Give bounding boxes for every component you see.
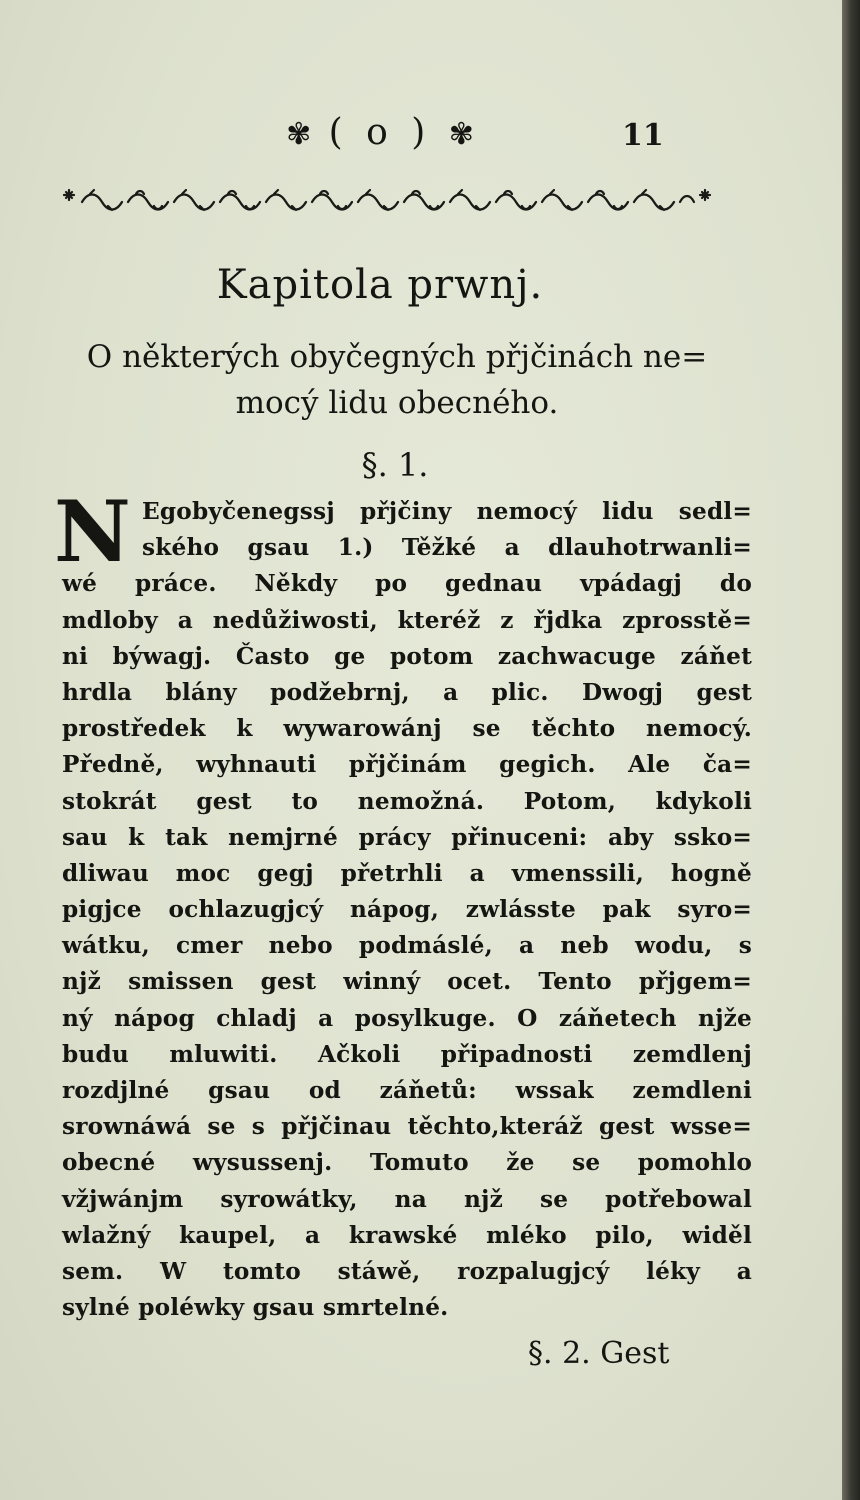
body-line: rozdjlné gsau od záňetů: wssak zemdleni [62, 1077, 752, 1104]
chapter-subtitle-line-1: O některých obyčegných přjčinách ne= [86, 339, 708, 375]
body-text [54, 482, 752, 1326]
catchword: §. 2. Gest [528, 1336, 670, 1371]
body-line: sau k tak nemjrné prácy přinuceni: aby ssko= [62, 823, 752, 851]
body-line: prostředek k wywarowánj se těchto nemocý. [62, 715, 752, 743]
left-flower-icon: ✾ [286, 117, 312, 152]
body-line: wlažný kaupel, a krawské mléko pilo, widěl [62, 1221, 752, 1249]
body-line: sylné poléwky gsau smrtelné. [62, 1294, 449, 1322]
body-line: njž smissen gest winný ocet. Tento přjgem= [62, 968, 752, 996]
chapter-subtitle [52, 334, 742, 426]
body-line: budu mluwiti. Ačkoli připadnosti zemdlenj [62, 1040, 752, 1068]
body-line: obecné wysussenj. Tomuto že se pomohlo [62, 1149, 752, 1177]
body-line: ni býwagj. Často ge potom zachwacuge záňet [62, 642, 752, 670]
floral-border-ornament-icon [62, 184, 716, 214]
body-line: Předně, wyhnauti přjčinám gegich. Ale ča= [62, 751, 752, 779]
body-line: pigjce ochlazugjcý nápog, zwlásste pak syro= [62, 896, 752, 924]
chapter-title: Kapitola prwnj. [216, 262, 544, 308]
body-line: wátku, cmer nebo podmáslé, a neb wodu, s [62, 932, 752, 960]
header-parenthesis: ( o ) [328, 112, 432, 153]
section-heading: §. 1. [361, 446, 429, 484]
header-ornament-group [235, 112, 525, 153]
body-line: srownáwá se s přjčinau těchto,kteráž gest wsse= [62, 1113, 752, 1141]
book-edge-shadow [842, 0, 860, 1500]
running-header [0, 112, 842, 156]
body-line: hrdla blány podžebrnj, a plic. Dwogj gest [62, 678, 752, 706]
body-line: mdloby a nedůžiwosti, kteréž z řjdka zprosstě= [62, 606, 752, 634]
body-line: vžjwánjm syrowátky, na njž se potřebowal [62, 1185, 752, 1213]
body-line: ný nápog chladj a posylkuge. O záňetech njže [62, 1004, 752, 1032]
body-line: stokrát gest to nemožná. Potom, kdykoli [62, 787, 752, 815]
chapter-subtitle-line-2: mocý lidu obecného. [235, 385, 559, 421]
drop-cap: N [54, 482, 131, 581]
body-line: ského gsau 1.) Těžké a dlauhotrwanli= [142, 534, 752, 562]
body-line: dliwau moc gegj přetrhli a vmenssili, hogně [62, 859, 752, 887]
body-line: wé práce. Někdy po gednau vpádagj do [62, 570, 752, 598]
body-line: Egobyčenegssj přjčiny nemocý lidu sedl= [142, 498, 752, 525]
right-flower-icon: ✾ [448, 117, 474, 152]
page-number: 11 [622, 118, 664, 153]
body-line: sem. W tomto stáwě, rozpalugjcý léky a [62, 1257, 752, 1285]
